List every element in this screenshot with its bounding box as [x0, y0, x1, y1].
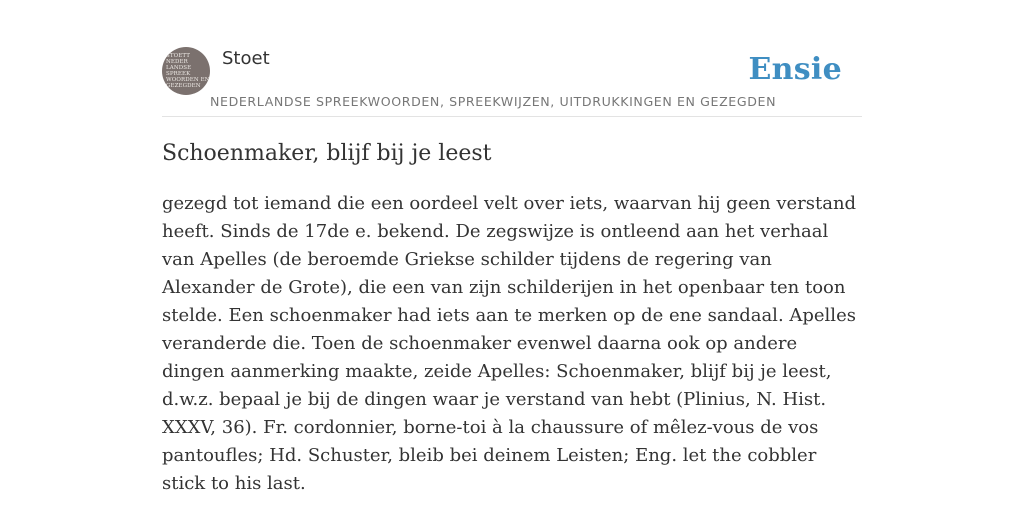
source-subtitle: NEDERLANDSE SPREEKWOORDEN, SPREEKWIJZEN, UITDRUKKINGEN EN GEZEGDEN	[210, 94, 777, 109]
ensie-logo[interactable]: Ensie	[748, 52, 842, 87]
avatar-book-cover-text: STOETT NEDER LANDSE SPREEK WOORDEN EN GEZEGDEN	[166, 53, 210, 89]
entry-title: Schoenmaker, blijf bij je leest	[162, 141, 492, 166]
author-avatar[interactable]	[162, 47, 210, 95]
entry-header	[162, 44, 862, 117]
author-name[interactable]: Stoet	[222, 48, 270, 69]
entry-definition: gezegd tot iemand die een oordeel velt over iets, waarvan hij geen verstand heeft. Sinds de 17de e. bekend. De zegswijze is ontleend aan het verhaal van Apelles (de beroemde Griekse schilder tijdens de regering van Alexander de Grote), die een van zijn schilderijen in het openbaar ten toon stelde. Een schoenmaker had iets aan te merken op de ene sandaal. Apelles veranderde die. Toen de schoenmaker evenwel daarna ook op andere dingen aanmerking maakte, zeide Apelles: Schoenmaker, blijf bij je leest, d.w.z. bepaal je bij de dingen waar je verstand van hebt (Plinius, N. Hist. XXXV, 36). Fr. cordonnier, borne-toi à la chaussure of mêlez-vous de vos pantoufles; Hd. Schuster, bleib bei deinem Leisten; Eng. let the cobbler stick to his last.	[162, 193, 857, 494]
entry-card	[162, 44, 862, 498]
